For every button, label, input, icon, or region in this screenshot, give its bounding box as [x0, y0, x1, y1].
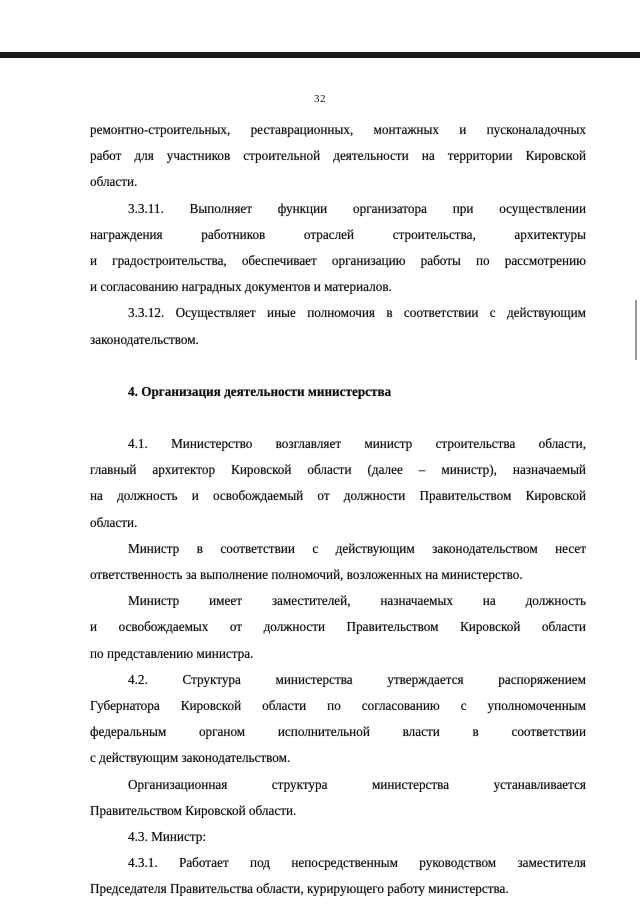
text-line: Правительством Кировской области. [90, 802, 297, 818]
text-line: и согласованию наградных документов и материалов. [90, 279, 392, 295]
text-line: работ для участников строительной деятельности на территории Кировской [90, 148, 586, 164]
text-line: по представлению министра. [90, 645, 254, 661]
document-body [90, 117, 586, 903]
section-heading: 4. Организация деятельности министерства [128, 383, 392, 399]
text-line: области. [90, 174, 138, 190]
text-line: 3.3.12. Осуществляет иные полномочия в соответствии с действующим [128, 305, 586, 321]
text-line: и градостроительства, обеспечивает организацию работы по рассмотрению [90, 253, 586, 269]
top-rule [0, 52, 640, 58]
page-number: 32 [314, 93, 326, 105]
text-line: главный архитектор Кировской области (далее – министр), назначаемый [90, 462, 586, 478]
paragraph-4-3-1 [90, 850, 586, 902]
paragraph-deputies [90, 588, 586, 667]
text-line: Министр имеет заместителей, назначаемых на должность [128, 593, 586, 609]
text-line: области. [90, 514, 138, 530]
paragraph-4-1 [90, 431, 586, 536]
paragraph-org-structure [90, 772, 586, 824]
text-line: награждения работников отраслей строительства, архитектуры [90, 226, 586, 242]
text-line: 4.2. Структура министерства утверждается распоряжением [128, 671, 586, 687]
text-line: Организационная структура министерства устанавливается [128, 776, 586, 792]
text-line: Председателя Правительства области, курирующего работу министерства. [90, 881, 509, 897]
paragraph-continuation [90, 117, 586, 196]
text-line: законодательством. [90, 331, 199, 347]
paragraph-4-2 [90, 667, 586, 772]
text-line: 4.3.1. Работает под непосредственным руководством заместителя [128, 855, 586, 871]
text-line: 4.1. Министерство возглавляет министр строительства области, [128, 436, 586, 452]
text-line: федеральным органом исполнительной власти в соответствии [90, 724, 586, 740]
text-line: на должность и освобождаемый от должности Правительством Кировской [90, 488, 586, 504]
paragraph-minister-responsibility [90, 536, 586, 588]
text-line: и освобождаемых от должности Правительством Кировской области [90, 619, 586, 635]
paragraph-3-3-11 [90, 196, 586, 301]
paragraph-4-3 [90, 824, 586, 850]
text-line: Министр в соответствии с действующим законодательством несет [128, 540, 586, 556]
text-line: 4.3. Министр: [128, 829, 207, 845]
paragraph-3-3-12 [90, 300, 586, 352]
text-line: Губернатора Кировской области по согласованию с уполномоченным [90, 698, 586, 714]
text-line: ремонтно-строительных, реставрационных, монтажных и пусконаладочных [90, 122, 586, 137]
text-line: с действующим законодательством. [90, 750, 291, 766]
scan-margin-mark [635, 300, 637, 360]
text-line: ответственность за выполнение полномочий, возложенных на министерство. [90, 567, 523, 583]
text-line: 3.3.11. Выполняет функции организатора при осуществлении [128, 200, 586, 216]
